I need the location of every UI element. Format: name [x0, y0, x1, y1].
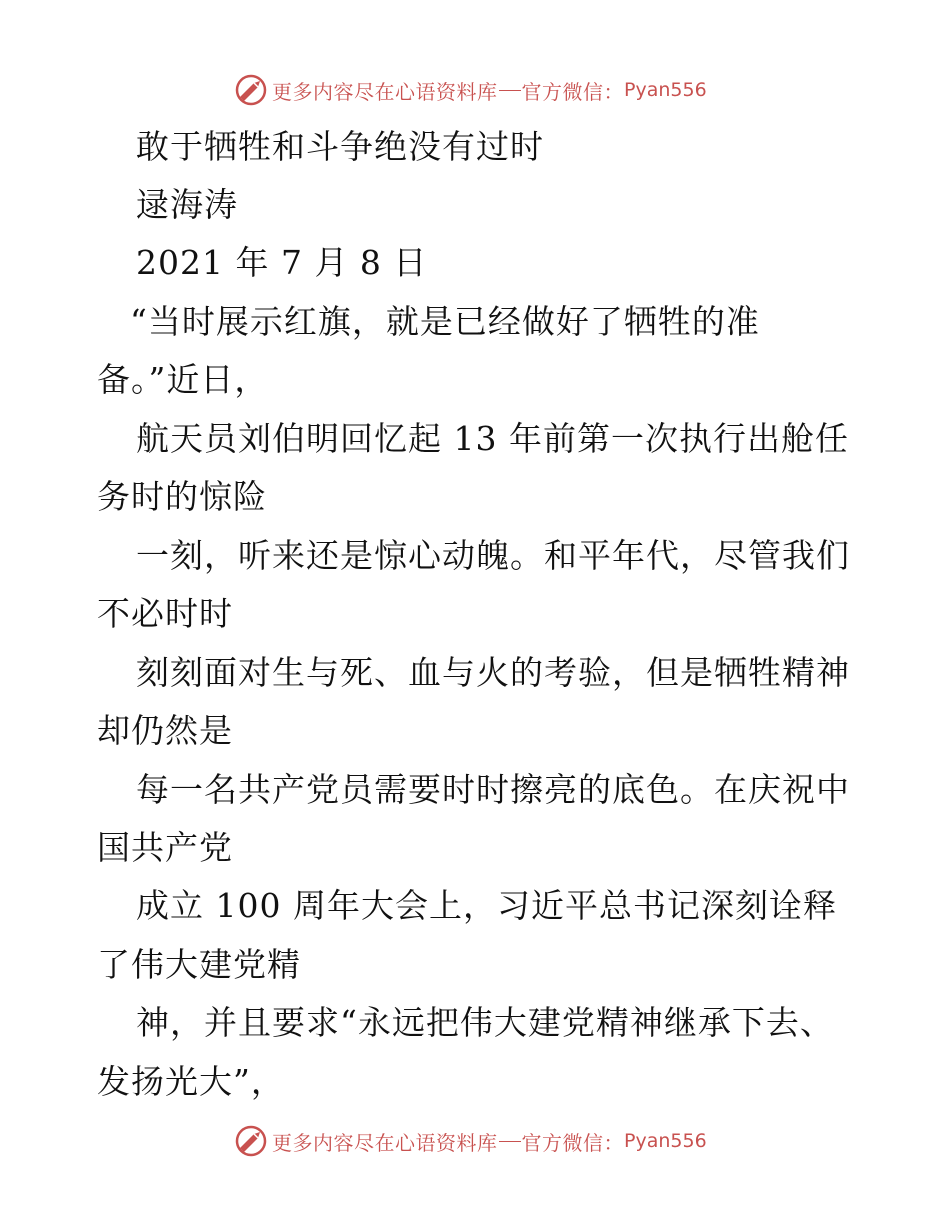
watermark-text: 更多内容尽在心语资料库: [272, 1130, 498, 1155]
body-line: “当时展示红旗，就是已经做好了牺牲的准: [130, 302, 760, 341]
watermark-official-label: 官方微信：: [521, 1130, 624, 1155]
body-line: 国共产党: [97, 828, 233, 867]
body-line: 却仍然是: [97, 711, 233, 750]
document-date: 2021 年 7 月 8 日: [136, 243, 428, 282]
document-title: 敢于牺牲和斗争绝没有过时: [136, 127, 544, 166]
body-line: 航天员刘伯明回忆起 13 年前第一次执行出舱任: [136, 419, 849, 458]
watermark-dash: [499, 1141, 521, 1142]
header-watermark: [234, 72, 707, 108]
watermark-text: 更多内容尽在心语资料库: [272, 79, 498, 104]
watermark-official-label: 官方微信：: [521, 79, 624, 104]
body-line: 每一名共产党员需要时时擦亮的底色。在庆祝中: [136, 770, 850, 809]
body-line: 成立 100 周年大会上，习近平总书记深刻诠释: [136, 886, 837, 925]
body-line: 刻刻面对生与死、血与火的考验，但是牺牲精神: [136, 653, 850, 692]
body-line: 一刻，听来还是惊心动魄。和平年代，尽管我们: [136, 536, 850, 575]
document-author: 逯海涛: [136, 185, 238, 224]
body-line: 务时的惊险: [97, 477, 267, 516]
watermark-dash: [499, 90, 521, 91]
footer-watermark: [234, 1123, 707, 1159]
body-line: 神，并且要求“永远把伟大建党精神继承下去、: [136, 1003, 834, 1042]
watermark-wechat-id: Pyan556: [624, 79, 707, 101]
pen-logo-icon: [234, 73, 268, 107]
body-line: 发扬光大”，: [97, 1062, 285, 1101]
body-line: 备。”近日，: [97, 360, 269, 399]
pen-logo-icon: [234, 1124, 268, 1158]
body-line: 不必时时: [97, 594, 233, 633]
watermark-wechat-id: Pyan556: [624, 1130, 707, 1152]
body-line: 了伟大建党精: [97, 945, 301, 984]
